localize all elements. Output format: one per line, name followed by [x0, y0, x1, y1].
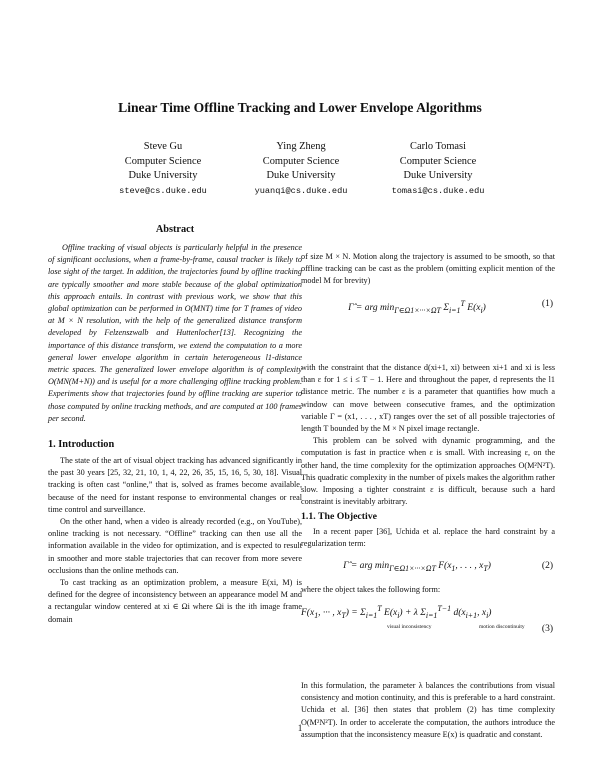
right-column-middle [301, 362, 555, 508]
body-paragraph: with the constraint that the distance d(xi+1, xi) between xi+1 and xi is less than ε for 1 ≤ i ≤ T − 1. Here and throughout the paper, d represents the l1 distance metric. The number ε is a parameter that quantifies how much a window can move between consecutive frames, and the optimization variable Γ = (x1, . . . , xT) ranges over the set of all possible trajectories of length T bounded by the M × N pixel image rectangle. [301, 363, 555, 434]
author-name: Carlo Tomasi [410, 141, 466, 152]
author-email: yuanqi@cs.duke.edu [254, 185, 348, 196]
equation-number: (3) [541, 623, 553, 634]
author-name: Steve Gu [143, 141, 183, 152]
body-paragraph: This problem can be solved with dynamic programming, and the computation is fast in practice when ε is small. With increasing ε, on the other hand, the time complexity for the optimization approaches O(M²N²T). This quadratic complexity in the number of pixels makes the algorithm rather slow. Imposing a tighter constraint ε is difficult, because such a hard constraint is inevitably arbitrary. [301, 436, 555, 507]
body-paragraph: In this formulation, the parameter λ balances the contributions from visual consistency and motion continuity, and this is preferable to a hard constraint. Uchida et al. [36] then states that problem (2) has time complexity O(M²N²T). In order to accelerate the computation, the authors introduce the assumption that the inconsistency measure E(x) is quadratic and constant. [301, 681, 555, 739]
author-block [363, 140, 513, 198]
author-email: steve@cs.duke.edu [119, 185, 207, 196]
right-column-top [301, 251, 555, 322]
equation-2-body: Γ̂ = arg $\min_{\Gamma\in\Omega 1\times\cdot\cdot\cdot\times\Omega T} F(x_1$, . . . , $x_T$) [343, 561, 491, 574]
equation-3 [301, 597, 555, 637]
author-dept: Computer Science [399, 155, 477, 167]
author-dept: Computer Science [124, 155, 202, 167]
author-block [226, 140, 376, 198]
body-paragraph: where the object takes the following form: [301, 585, 441, 595]
equation-number: (1) [541, 298, 553, 309]
intro-section [48, 455, 302, 626]
equation-underbrace-label: motion discontinuity [479, 623, 525, 630]
equation-1-body: Γ̂ = arg $\min_{\Gamma\in\Omega 1\times\cdot\cdot\cdot\times\Omega T} \Sigma_{i=1}^T$ $E(x_i)$ [348, 298, 486, 315]
subsection-heading: 1.1. The Objective [301, 511, 378, 522]
body-paragraph: In a recent paper [36], Uchida et al. replace the hard constraint by a regularization term: [301, 527, 555, 549]
equation-underbrace-label: visual inconsistency [387, 623, 432, 630]
intro-paragraph: The state of the art of visual object tracking has advanced significantly in the past 30 years [25, 32, 21, 10, 1, 4, 22, 26, 35, 15, 16, 5, 30, 18]. Visual tracking is often cast “online,” that is, solved as frames become available, because of the need for instant response to environmental changes or real time control and surveillance. [48, 456, 302, 514]
author-dept: Computer Science [262, 155, 340, 167]
paper-title: Linear Time Offline Tracking and Lower Envelope Algorithms [118, 100, 482, 115]
author-name: Ying Zheng [276, 141, 326, 152]
author-email: tomasi@cs.duke.edu [391, 185, 485, 196]
body-paragraph: of size M × N. Motion along the trajectory is assumed to be smooth, so that offline tracking can be cast as the problem (omitting explicit mention of the model M for brevity) [301, 252, 555, 286]
right-column-objective [301, 526, 555, 637]
abstract-text: Offline tracking of visual objects is particularly helpful in the presence of significant occlusions, when a frame-by-frame, causal tracker is likely to lose sight of the target. In addition, the trajectories found by offline tracking are typically smoother and more stable because of the global optimization this approach entails. In contrast with previous work, we show that this global optimization can be performed in O(MNT) time for T frames of video at M × N resolution, with the help of the generalized distance transform developed by Felzenszwalb and Huttenlocher[13]. Recognizing the importance of this distance transform, we extend the computation to a more general lower envelope algorithm in certain heterogeneous l1-distance metric spaces. The generalized lower envelope algorithm is of complexity O(MN(M+N)) and is useful for a more challenging offline tracking problem. Experiments show that trajectories found by offline tracking are superior to those computed by online tracking methods, and are computed at 100 frames per second. [48, 243, 302, 423]
equation-1 [301, 288, 555, 322]
equation-number: (2) [541, 561, 553, 572]
abstract-heading: Abstract [155, 224, 195, 235]
intro-paragraph: To cast tracking as an optimization problem, a measure E(xi, M) is defined for the degree of inconsistency between an appearance model M and a rectangular window centered at xi ∈ Ωi where Ωi is the ith image frame domain [48, 578, 302, 624]
intro-heading: 1. Introduction [48, 439, 115, 450]
author-univ: Duke University [128, 170, 198, 182]
author-univ: Duke University [266, 170, 336, 182]
intro-paragraph: On the other hand, when a video is already recorded (e.g., on YouTube), online tracking is not necessary. “Offline” tracking can then use all the information available in the video for optimization, and is expected to result in smoother and more stable trajectories that can recover from more severe occlusions than the online methods can. [48, 517, 302, 575]
author-univ: Duke University [403, 170, 473, 182]
equation-3-body: $F(x_1$, ··· , $x_T) = \Sigma_{i=1}^T$ $E(x_i) + \lambda$ $\Sigma_{i=1}^{T-1}$ $d(x_{i+1}$, $x_i$) [301, 603, 492, 620]
page-number: 1 [297, 723, 303, 733]
equation-2 [301, 550, 555, 584]
author-block [88, 140, 238, 198]
